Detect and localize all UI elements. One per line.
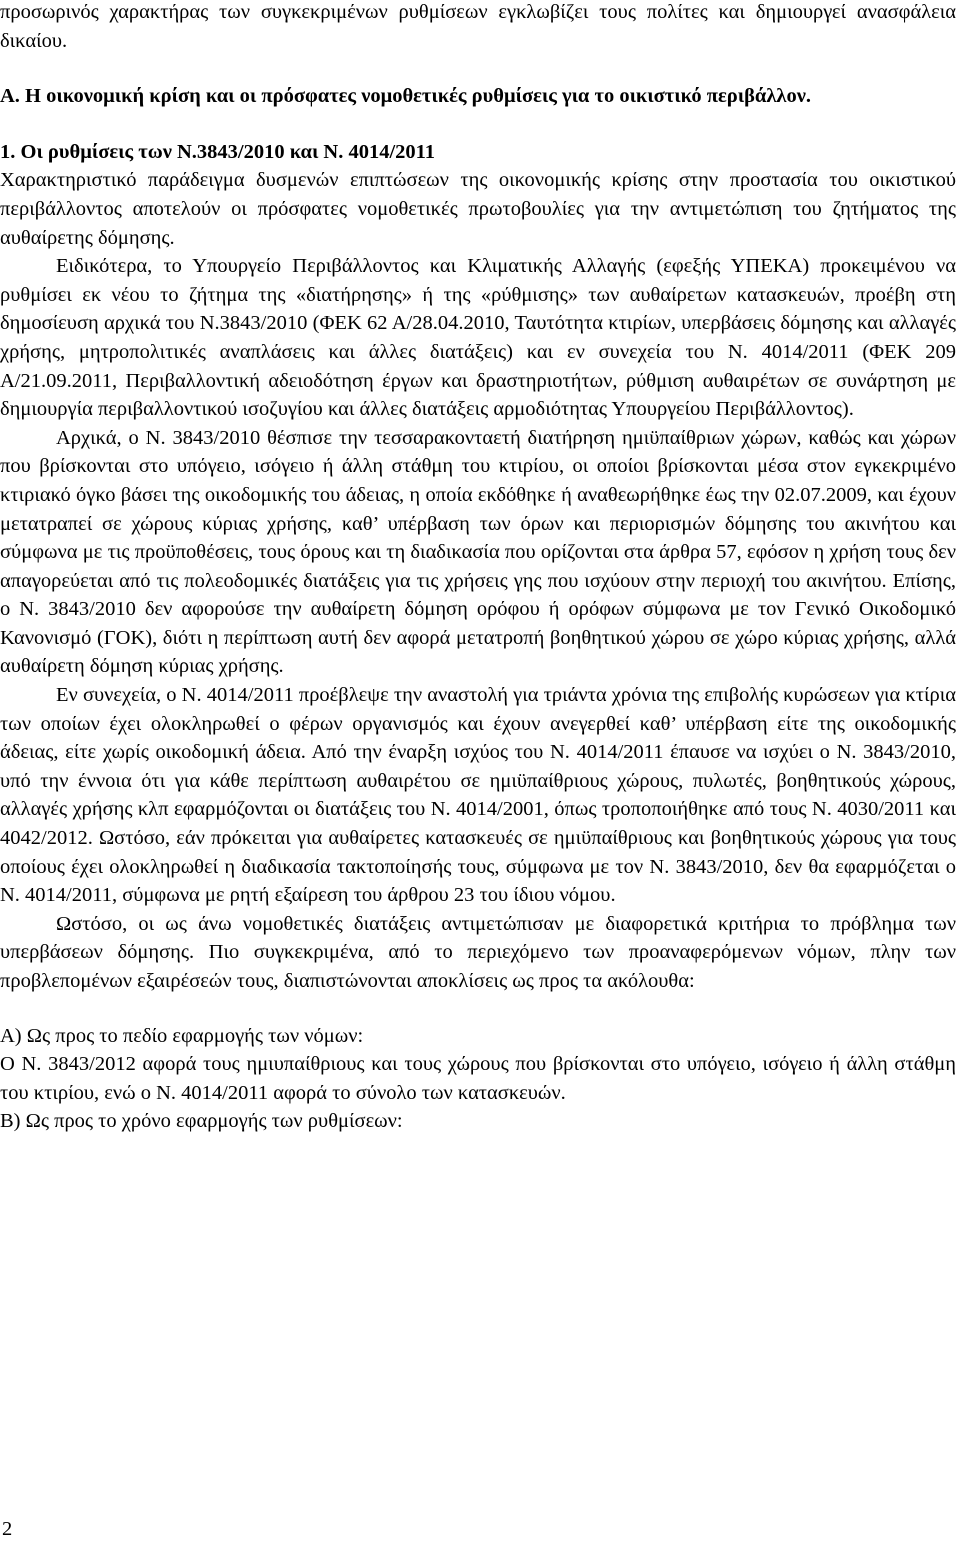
page-number: 2 <box>2 1518 13 1540</box>
section-a-heading: Α. Η οικονομική κρίση και οι πρόσφατες νομοθετικές ρυθμίσεις για το οικιστικό περιβάλλον. <box>0 85 812 108</box>
subsection-1-heading: 1. Οι ρυθμίσεις των Ν.3843/2010 και Ν. 4014/2011 <box>0 140 436 163</box>
body-paragraph-5: Ωστόσο, οι ως άνω νομοθετικές διατάξεις αντιμετώπισαν με διαφορετικά κριτήρια το πρόβλημα των υπερβάσεων δόμησης. Πιο συγκεκριμένα, από το περιεχόμενο των προαναφερόμενων νόμων, πλην των προβλεπομένων εξαιρέσεών τους, διαπιστώνονται αποκλίσεις ως προς τα ακόλουθα: <box>0 912 956 992</box>
point-b-label: Β) Ως προς το χρόνο εφαρμογής των ρυθμίσεων: <box>0 1110 403 1133</box>
body-paragraph-4: Εν συνεχεία, ο Ν. 4014/2011 προέβλεψε την αναστολή για τριάντα χρόνια της επιβολής κυρώσεων για κτίρια των οποίων έχει ολοκληρωθεί ο φέρων οργανισμός και έχουν ανεγερθεί καθ’ υπέρβαση είτε της οικοδομικής άδειας, είτε χωρίς οικοδομική άδεια. Από την έναρξη ισχύος του Ν. 4014/2011 έπαυσε να ισχύει ο Ν. 3843/2010, υπό την έννοια ότι για κάθε περίπτωση αυθαιρέτου σε ημιϋπαίθριους χώρους, πυλωτές, βοηθητικούς χώρους, αλλαγές χρήσης κλπ εφαρμόζονται οι διατάξεις του Ν. 4014/2001, όπως τροποποιήθηκε από τους Ν. 4030/2011 και 4042/2012. Ωστόσο, εάν πρόκειται για αυθαίρετες κατασκευές σε ημιϋπαίθριους και βοηθητικούς χώρους για τους οποίους έχει ολοκληρωθεί η διαδικασία τακτοποίησής τους, σύμφωνα με τον Ν. 3843/2010, δεν θα εφαρμόζεται ο Ν. 4014/2011, σύμφωνα με ρητή εξαίρεση του άρθρου 23 του ίδιου νόμου. <box>0 684 956 907</box>
point-a-label: Α) Ως προς το πεδίο εφαρμογής των νόμων: <box>0 1024 364 1047</box>
body-paragraph-2: Ειδικότερα, το Υπουργείο Περιβάλλοντος και Κλιματικής Αλλαγής (εφεξής ΥΠΕΚΑ) προκειμένου να ρυθμίσει εκ νέου το ζήτημα της «διατήρησης» ή της «ρύθμισης» των αυθαίρετων κατασκευών, προέβη στη δημοσίευση αρχικά του Ν.3843/2010 (ΦΕΚ 62 Α/28.04.2010, Ταυτότητα κτιρίων, υπερβάσεις δόμησης και αλλαγές χρήσης, μητροπολιτικές αναπλάσεις και άλλες διατάξεις) και εν συνεχεία του Ν. 4014/2011 (ΦΕΚ 209 Α/21.09.2011, Περιβαλλοντική αδειοδότηση έργων και δραστηριοτήτων, ρύθμιση αυθαιρέτων σε συνάρτηση με δημιουργία περιβαλλοντικού ισοζυγίου και άλλες διατάξεις αρμοδιότητας Υπουργείου Περιβάλλοντος). <box>0 255 956 421</box>
body-paragraph-1: Χαρακτηριστικό παράδειγμα δυσμενών επιπτώσεων της οικονομικής κρίσης στην προστασία του οικιστικού περιβάλλοντος αποτελούν οι πρόσφατες νομοθετικές πρωτοβουλίες για την αντιμετώπιση του ζητήματος της αυθαίρετης δόμησης. <box>0 169 956 249</box>
intro-tail-paragraph: προσωρινός χαρακτήρας των συγκεκριμένων ρυθμίσεων εγκλωβίζει τους πολίτες και δημιουργεί ανασφάλεια δικαίου. <box>0 1 956 52</box>
body-paragraph-3: Αρχικά, ο Ν. 3843/2010 θέσπισε την τεσσαρακονταετή διατήρηση ημιϋπαίθριων χώρων, καθώς και χώρων που βρίσκονται στο υπόγειο, ισόγειο ή άλλη στάθμη του κτιρίου, οι οποίοι βρίσκονται μέσα στον εγκεκριμένο κτιριακό όγκο βάσει της οικοδομικής του άδειας, η οποία εκδόθηκε ή αναθεωρήθηκε έως την 02.07.2009, και έχουν μετατραπεί σε χώρους κύριας χρήσης, καθ’ υπέρβαση των όρων και περιορισμών δόμησης του ακινήτου και σύμφωνα με τις προϋποθέσεις, τους όρους και τη διαδικασία που ορίζονται στα άρθρα 57, εφόσον η χρήση τους δεν απαγορεύεται από τις πολεοδομικές διατάξεις για τις χρήσεις γης που ισχύουν στην περιοχή του ακινήτου. Επίσης, ο Ν. 3843/2010 δεν αφορούσε την αυθαίρετη δόμηση ορόφου ή ορόφων σύμφωνα με τον Γενικό Οικοδομικό Κανονισμό (ΓΟΚ), διότι η περίπτωση αυτή δεν αφορά μετατροπή βοηθητικού χώρου σε χώρο κύριας χρήσης, αλλά αυθαίρετη δόμηση κύριας χρήσης. <box>0 426 956 678</box>
point-a-text: Ο Ν. 3843/2012 αφορά τους ημιυπαίθριους και τους χώρους που βρίσκονται στο υπόγειο, ισόγειο ή άλλη στάθμη του κτιρίου, ενώ ο Ν. 4014/2011 αφορά το σύνολο των κατασκευών. <box>0 1053 956 1104</box>
